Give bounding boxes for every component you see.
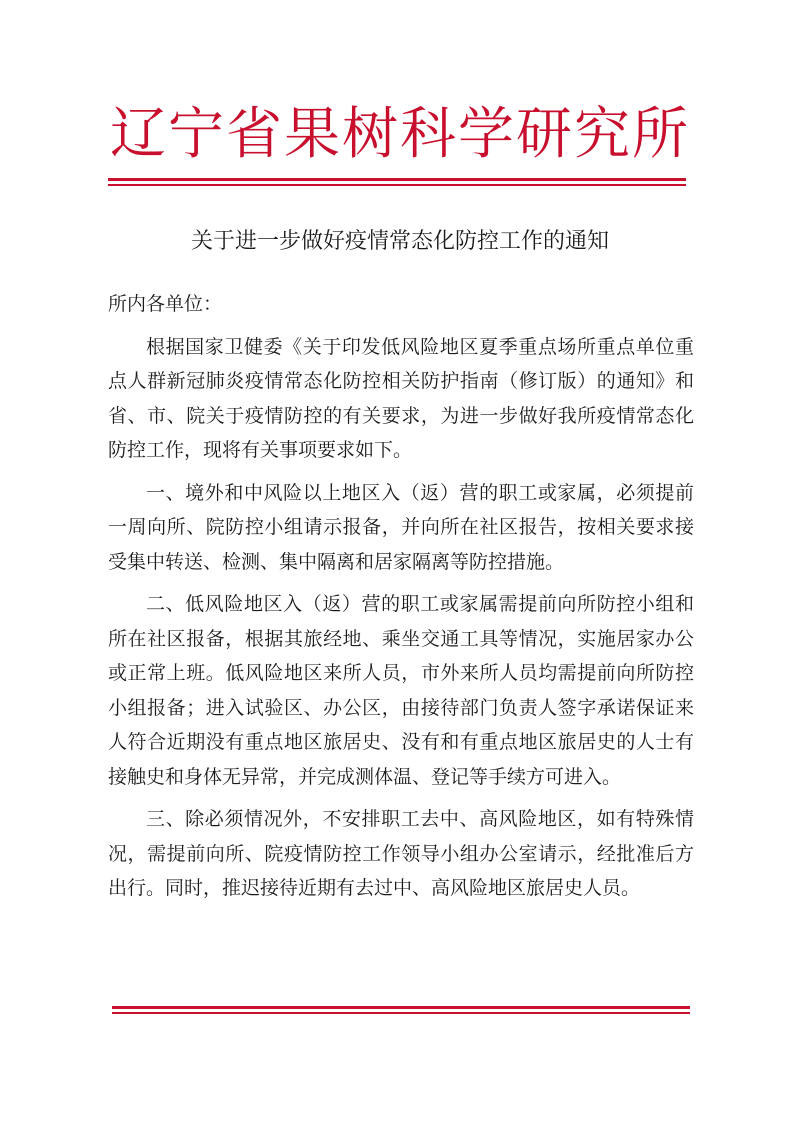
- paragraph-item-1: 一、境外和中风险以上地区入（返）营的职工或家属，必须提前一周向所、院防控小组请示报备，并向所在社区报告，按相关要求接受集中转送、检测、集中隔离和居家隔离等防控措施。: [108, 481, 694, 573]
- paragraph-item-3: 三、除必须情况外，不安排职工去中、高风险地区，如有特殊情况，需提前向所、院疫情防控工作领导小组办公室请示，经批准后方出行。同时，推迟接待近期有去过中、高风险地区旅居史人员。: [108, 808, 694, 899]
- header-red-divider: [108, 178, 686, 187]
- paragraph-intro: 根据国家卫健委《关于印发低风险地区夏季重点场所重点单位重点人群新冠肺炎疫情常态化防控相关防护指南（修订版）的通知》和省、市、院关于疫情防控的有关要求，为进一步做好我所疫情常态化防控工作，现将有关事项要求如下。: [108, 335, 694, 461]
- document-body: [108, 287, 694, 914]
- paragraph-item-2: 二、低风险地区入（返）营的职工或家属需提前向所防控小组和所在社区报备，根据其旅经地、乘坐交通工具等情况，实施居家办公或正常上班。低风险地区来所人员，市外来所人员均需提前向所防控小组报备；进入试验区、办公区，由接待部门负责人签字承诺保证来人符合近期没有重点地区旅居史、没有和有重点地区旅居史的人士有接触史和身体无异常，并完成测体温、登记等手续方可进入。: [108, 593, 694, 788]
- organization-header: 辽宁省果树科学研究所: [110, 102, 690, 167]
- document-title: 关于进一步做好疫情常态化防控工作的通知: [190, 229, 609, 254]
- footer-red-divider-thin: [112, 1012, 690, 1014]
- footer-red-divider: [112, 1006, 690, 1015]
- header-red-divider-thin: [108, 184, 686, 186]
- footer-red-divider-thick: [112, 1006, 690, 1009]
- header-red-divider-thick: [108, 178, 686, 181]
- salutation: 所内各单位：: [108, 293, 223, 315]
